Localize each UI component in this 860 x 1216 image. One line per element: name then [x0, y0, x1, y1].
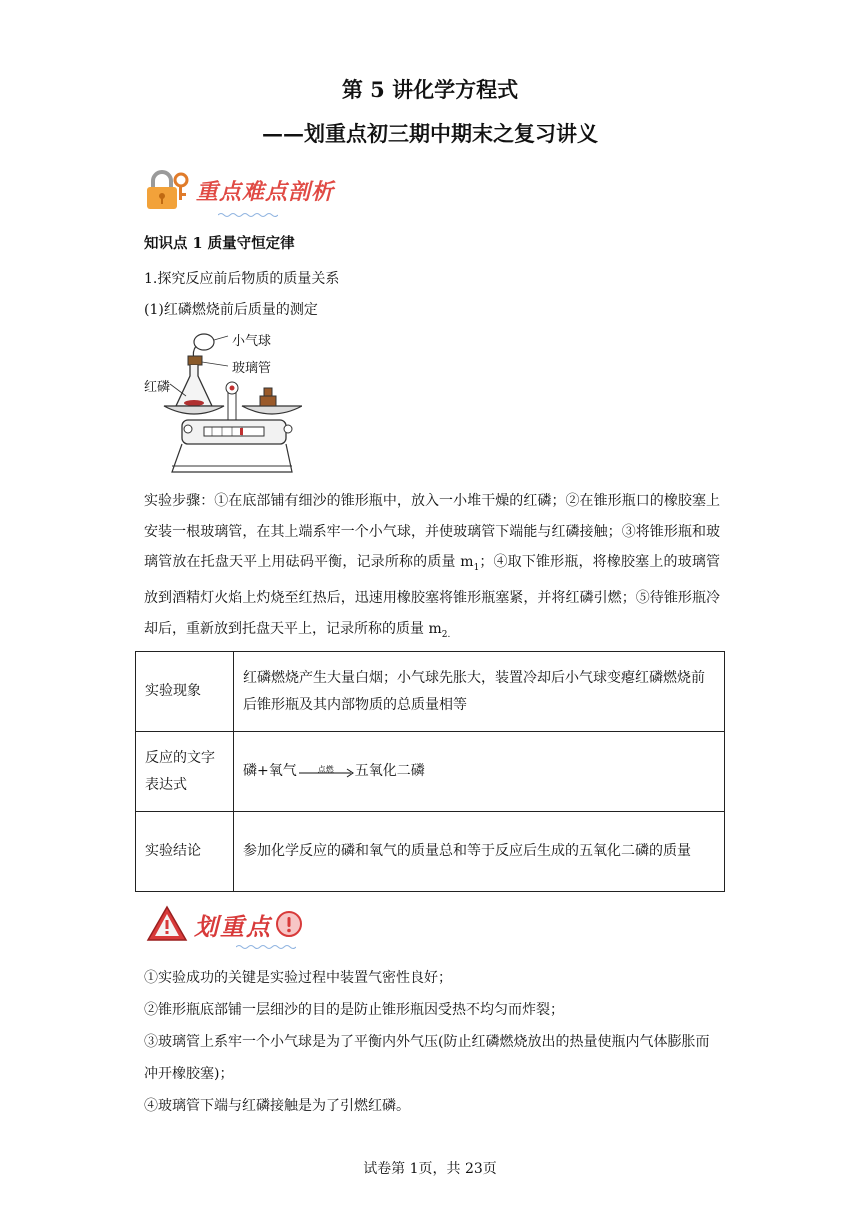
knowledge-point-heading: 知识点 1 质量守恒定律	[144, 235, 295, 252]
subsection-1: 1.探究反应前后物质的质量关系	[144, 271, 340, 287]
subsection-1-1: (1)红磷燃烧前后质量的测定	[144, 302, 318, 318]
table-row	[136, 812, 725, 892]
experiment-steps: 实验步骤：①在底部铺有细沙的锥形瓶中，放入一小堆干燥的红磷；②在锥形瓶口的橡胶塞上安装一根玻璃管，在其上端系牢一个小气球，并使玻璃管下端能与红磷接触；③将锥形瓶和玻璃管放在托盘天平上用砝码平衡，记录所称的质量 $m_1$；④取下锥形瓶，将橡胶塞上的玻璃管放到酒精灯火焰上灼烧至红热后，迅速用橡胶塞将锥形瓶塞紧，并将红磷引燃；⑤待锥形瓶冷却后，重新放到托盘天平上，记录所称的质量 $m_{2.}$	[144, 493, 720, 640]
table-key-phenomenon: 实验现象	[136, 652, 234, 732]
title-line-1: 第 5 讲化学方程式	[341, 77, 519, 102]
emphasis-points	[144, 962, 720, 1122]
reaction-arrow-icon: 点燃	[297, 762, 355, 780]
label-red-phosphorus: 红磷	[144, 380, 171, 395]
lock-key-icon	[144, 168, 190, 212]
emphasis-banner	[146, 902, 304, 946]
list-item: ①实验成功的关键是实验过程中装置气密性良好；	[144, 970, 452, 986]
experiment-table	[135, 651, 725, 892]
table-value-conclusion: 参加化学反应的磷和氧气的质量总和等于反应后生成的五氧化二磷的质量	[234, 812, 725, 892]
table-value-phenomenon: 红磷燃烧产生大量白烟；小气球先胀大，装置冷却后小气球变瘪红磷燃烧前后锥形瓶及其内部物质的总质量相等	[234, 652, 725, 732]
table-key-word-equation: 反应的文字表达式	[136, 732, 234, 812]
page-footer: 试卷第 1页，共 23页	[363, 1161, 497, 1177]
label-glass-tube: 玻璃管	[232, 361, 272, 376]
list-item: ④玻璃管下端与红磷接触是为了引燃红磷。	[144, 1098, 410, 1114]
table-key-conclusion: 实验结论	[136, 812, 234, 892]
key-points-banner-label: 重点难点剖析	[196, 179, 335, 205]
warning-triangle-icon	[146, 904, 188, 944]
apparatus-figure	[142, 326, 302, 476]
key-points-banner	[144, 168, 334, 212]
table-row	[136, 652, 725, 732]
table-row	[136, 732, 725, 812]
wavy-underline	[218, 212, 278, 218]
table-value-word-equation: 磷+氧气 点燃 五氧化二磷	[234, 732, 725, 812]
emphasis-label: 划重点	[194, 912, 272, 941]
exclamation-circle-icon	[274, 909, 304, 939]
list-item: ③玻璃管上系牢一个小气球是为了平衡内外气压(防止红磷燃烧放出的热量使瓶内气体膨胀而冲开橡胶塞)；	[144, 1034, 710, 1082]
title-line-2: ——划重点初三期中期末之复习讲义	[262, 121, 598, 146]
label-balloon: 小气球	[232, 334, 272, 349]
wavy-underline	[236, 944, 296, 950]
list-item: ②锥形瓶底部铺一层细沙的目的是防止锥形瓶因受热不均匀而炸裂；	[144, 1002, 564, 1018]
